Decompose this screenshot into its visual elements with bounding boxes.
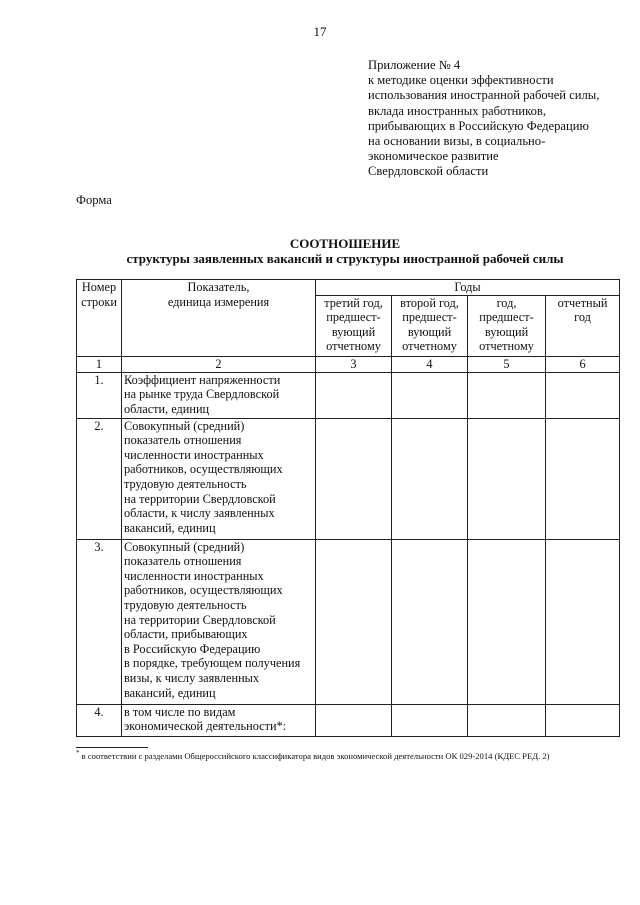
row-indicator: Коэффициент напряженности на рынке труда Свердловской области, единиц <box>122 372 316 418</box>
column-index: 2 <box>122 356 316 372</box>
appendix-line: вклада иностранных работников, <box>368 103 546 118</box>
form-label: Форма <box>76 193 112 207</box>
page-number: 17 <box>313 24 327 39</box>
table-row <box>77 418 620 539</box>
row-indicator: Совокупный (средний) показатель отношения численности иностранных работников, осуществляющих трудовую деятельность на территории Свердловской области, прибывающих в Российскую Федерацию в порядке, требующем получения визы, к числу заявленных вакансий, единиц <box>122 539 316 704</box>
header-row-number: Номер строки <box>77 280 122 357</box>
column-index: 5 <box>468 356 546 372</box>
appendix-line: Приложение № 4 <box>368 58 461 72</box>
value-cell <box>468 418 546 539</box>
document-title <box>0 236 640 266</box>
column-index: 6 <box>546 356 620 372</box>
value-cell <box>546 372 620 418</box>
footnote-marker: * <box>76 749 80 757</box>
value-cell <box>392 704 468 736</box>
value-cell <box>546 418 620 539</box>
value-cell <box>468 539 546 704</box>
appendix-line: прибывающих в Российскую Федерацию <box>368 118 589 133</box>
value-cell <box>392 539 468 704</box>
appendix-line: Свердловской области <box>368 164 489 179</box>
header-year-second: второй год, предшест- вующий отчетному <box>392 295 468 356</box>
row-indicator: в том числе по видам экономической деятельности*: <box>122 704 316 736</box>
ratio-table <box>76 279 620 737</box>
value-cell <box>546 539 620 704</box>
row-number: 4. <box>77 704 122 736</box>
row-indicator: Совокупный (средний) показатель отношения численности иностранных работников, осуществляющих трудовую деятельность на территории Свердловской области, к числу заявленных вакансий, единиц <box>122 418 316 539</box>
value-cell <box>468 372 546 418</box>
table-row <box>77 539 620 704</box>
value-cell <box>392 372 468 418</box>
row-number: 3. <box>77 539 122 704</box>
appendix-line: использования иностранной рабочей силы, <box>368 88 600 103</box>
header-year-reporting: отчетный год <box>546 295 620 356</box>
footnote-divider <box>76 747 148 748</box>
value-cell <box>468 704 546 736</box>
value-cell <box>316 704 392 736</box>
header-year-third: третий год, предшест- вующий отчетному <box>316 295 392 356</box>
footnote <box>76 749 550 761</box>
column-index: 3 <box>316 356 392 372</box>
value-cell <box>316 539 392 704</box>
row-number: 1. <box>77 372 122 418</box>
value-cell <box>392 418 468 539</box>
header-indicator: Показатель, единица измерения <box>122 280 316 357</box>
column-index: 1 <box>77 356 122 372</box>
table-row <box>77 372 620 418</box>
header-years: Годы <box>316 280 620 296</box>
row-number: 2. <box>77 418 122 539</box>
appendix-line: экономическое развитие <box>368 149 499 164</box>
header-year-previous: год, предшест- вующий отчетному <box>468 295 546 356</box>
value-cell <box>316 418 392 539</box>
appendix-line: к методике оценки эффективности <box>368 73 554 88</box>
appendix-note <box>368 58 628 180</box>
column-index-row <box>77 356 620 372</box>
table-row <box>77 704 620 736</box>
column-index: 4 <box>392 356 468 372</box>
title-heading: СООТНОШЕНИЕ <box>289 236 401 251</box>
title-subheading: структуры заявленных вакансий и структуры иностранной рабочей силы <box>126 251 564 266</box>
value-cell <box>316 372 392 418</box>
appendix-line: на основании визы, в социально- <box>368 134 546 149</box>
footnote-text: в соответствии с разделами Общероссийского классификатора видов экономической деятельности ОК 029-2014 (КДЕС РЕД. 2) <box>79 750 550 761</box>
value-cell <box>546 704 620 736</box>
